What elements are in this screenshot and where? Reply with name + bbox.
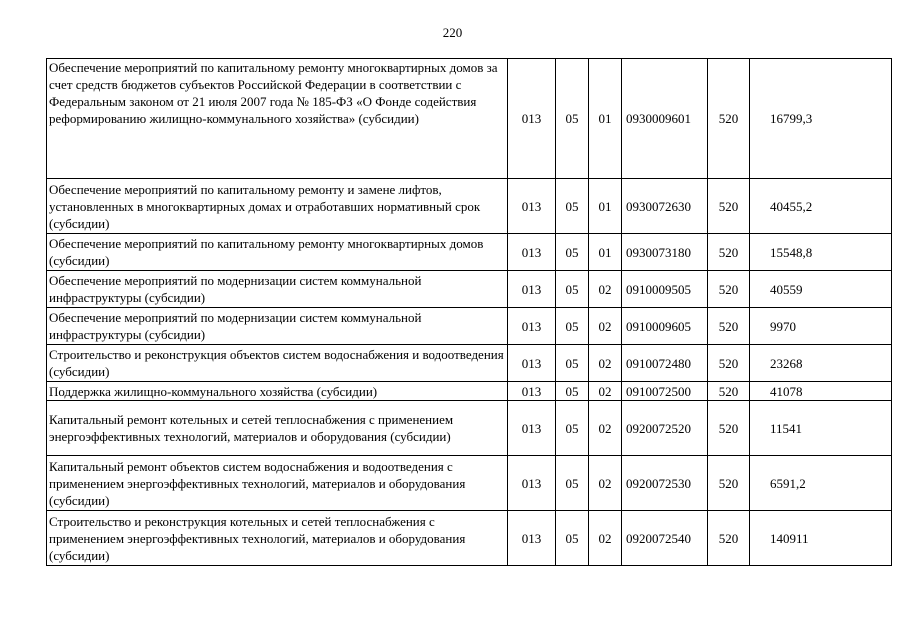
ministry-code-cell: 013 — [508, 179, 556, 234]
amount-cell: 16799,3 — [750, 59, 892, 179]
ministry-code-cell: 013 — [508, 59, 556, 179]
expense-name-cell: Обеспечение мероприятий по капитальному ремонту многоквартирных домов (субсидии) — [47, 234, 508, 271]
subsection-code-cell: 02 — [589, 511, 622, 566]
ministry-code-cell: 013 — [508, 234, 556, 271]
table-row — [47, 401, 892, 456]
ministry-code-cell: 013 — [508, 456, 556, 511]
ministry-code-cell: 013 — [508, 345, 556, 382]
expense-type-cell: 520 — [708, 271, 750, 308]
section-code-cell: 05 — [556, 456, 589, 511]
amount-cell: 23268 — [750, 345, 892, 382]
amount-cell: 6591,2 — [750, 456, 892, 511]
expense-type-cell: 520 — [708, 382, 750, 401]
expense-type-cell: 520 — [708, 308, 750, 345]
amount-cell: 9970 — [750, 308, 892, 345]
budget-table — [46, 58, 892, 566]
expense-type-cell: 520 — [708, 179, 750, 234]
table-row — [47, 271, 892, 308]
target-code-cell: 0910009605 — [622, 308, 708, 345]
expense-name-cell: Обеспечение мероприятий по модернизации систем коммунальной инфраструктуры (субсидии) — [47, 308, 508, 345]
subsection-code-cell: 02 — [589, 401, 622, 456]
target-code-cell: 0930073180 — [622, 234, 708, 271]
amount-cell: 15548,8 — [750, 234, 892, 271]
table-row — [47, 234, 892, 271]
amount-cell: 140911 — [750, 511, 892, 566]
target-code-cell: 0920072540 — [622, 511, 708, 566]
subsection-code-cell: 01 — [589, 179, 622, 234]
amount-cell: 41078 — [750, 382, 892, 401]
target-code-cell: 0930072630 — [622, 179, 708, 234]
section-code-cell: 05 — [556, 345, 589, 382]
subsection-code-cell: 02 — [589, 456, 622, 511]
section-code-cell: 05 — [556, 511, 589, 566]
expense-name-cell: Капитальный ремонт котельных и сетей теплоснабжения с применением энергоэффективных технологий, материалов и оборудования (субсидии) — [47, 401, 508, 456]
section-code-cell: 05 — [556, 401, 589, 456]
table-row — [47, 382, 892, 401]
target-code-cell: 0930009601 — [622, 59, 708, 179]
section-code-cell: 05 — [556, 308, 589, 345]
amount-cell: 40559 — [750, 271, 892, 308]
ministry-code-cell: 013 — [508, 308, 556, 345]
ministry-code-cell: 013 — [508, 511, 556, 566]
table-row — [47, 345, 892, 382]
section-code-cell: 05 — [556, 59, 589, 179]
ministry-code-cell: 013 — [508, 401, 556, 456]
expense-name-cell: Капитальный ремонт объектов систем водоснабжения и водоотведения с применением энергоэффективных технологий, материалов и оборудования (субсидии) — [47, 456, 508, 511]
table-row — [47, 456, 892, 511]
target-code-cell: 0910072500 — [622, 382, 708, 401]
target-code-cell: 0920072520 — [622, 401, 708, 456]
section-code-cell: 05 — [556, 179, 589, 234]
expense-name-cell: Строительство и реконструкция объектов систем водоснабжения и водоотведения (субсидии) — [47, 345, 508, 382]
table-row — [47, 511, 892, 566]
expense-type-cell: 520 — [708, 345, 750, 382]
subsection-code-cell: 01 — [589, 59, 622, 179]
section-code-cell: 05 — [556, 271, 589, 308]
expense-type-cell: 520 — [708, 59, 750, 179]
target-code-cell: 0910072480 — [622, 345, 708, 382]
expense-type-cell: 520 — [708, 511, 750, 566]
expense-type-cell: 520 — [708, 234, 750, 271]
subsection-code-cell: 02 — [589, 345, 622, 382]
subsection-code-cell: 02 — [589, 308, 622, 345]
amount-cell: 40455,2 — [750, 179, 892, 234]
expense-type-cell: 520 — [708, 456, 750, 511]
table-row — [47, 179, 892, 234]
expense-name-cell: Обеспечение мероприятий по капитальному ремонту и замене лифтов, установленных в многоквартирных домах и отработавших нормативный срок (субсидии) — [47, 179, 508, 234]
expense-name-cell: Обеспечение мероприятий по модернизации систем коммунальной инфраструктуры (субсидии) — [47, 271, 508, 308]
expense-type-cell: 520 — [708, 401, 750, 456]
subsection-code-cell: 02 — [589, 271, 622, 308]
section-code-cell: 05 — [556, 382, 589, 401]
ministry-code-cell: 013 — [508, 271, 556, 308]
ministry-code-cell: 013 — [508, 382, 556, 401]
expense-name-cell: Обеспечение мероприятий по капитальному ремонту многоквартирных домов за счет средств бюджетов субъектов Российской Федерации в соответствии с Федеральным законом от 21 июля 2007 года № 185-ФЗ «О Фонде содействия реформированию жилищно-коммунального хозяйства» (субсидии) — [47, 59, 508, 179]
section-code-cell: 05 — [556, 234, 589, 271]
expense-name-cell: Строительство и реконструкция котельных и сетей теплоснабжения с применением энергоэффективных технологий, материалов и оборудования (субсидии) — [47, 511, 508, 566]
target-code-cell: 0920072530 — [622, 456, 708, 511]
page-number: 220 — [442, 25, 463, 40]
subsection-code-cell: 02 — [589, 382, 622, 401]
table-body — [47, 59, 892, 566]
table-row — [47, 308, 892, 345]
expense-name-cell: Поддержка жилищно-коммунального хозяйства (субсидии) — [47, 382, 508, 401]
subsection-code-cell: 01 — [589, 234, 622, 271]
target-code-cell: 0910009505 — [622, 271, 708, 308]
amount-cell: 11541 — [750, 401, 892, 456]
table-row — [47, 59, 892, 179]
